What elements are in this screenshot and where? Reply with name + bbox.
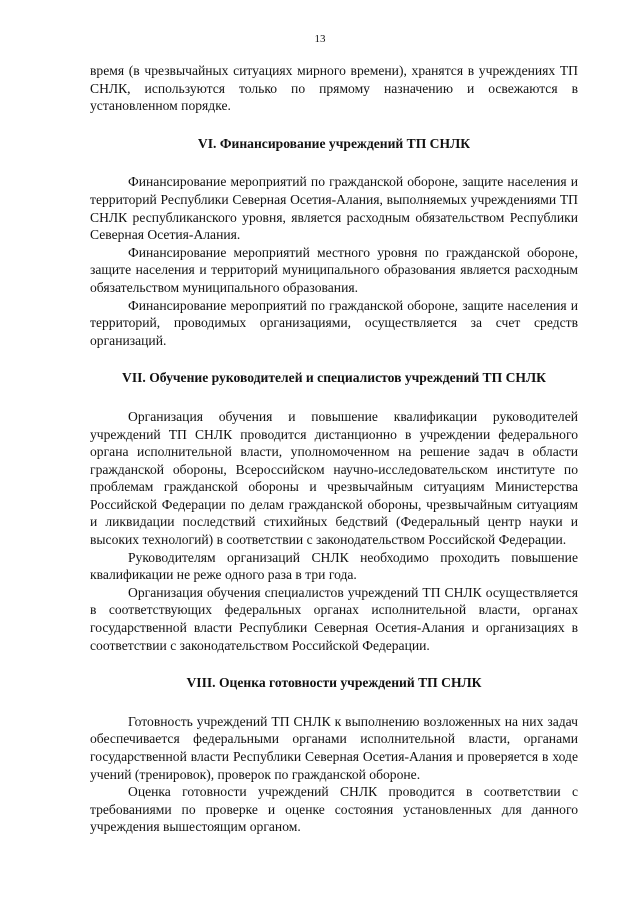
section-vi-paragraph-2: Финансирование мероприятий местного уровня по гражданской обороне, защите населения и территорий муниципального образования является расходным обязательством муниципального образования. — [90, 244, 578, 295]
page-number: 13 — [314, 33, 326, 45]
section-heading-viii: VIII. Оценка готовности учреждений ТП СНЛК — [186, 675, 482, 691]
section-heading-vi: VI. Финансирование учреждений ТП СНЛК — [197, 135, 471, 151]
section-viii-paragraph-1: Готовность учреждений ТП СНЛК к выполнению возложенных на них задач обеспечивается федеральными органами исполнительной власти, органами государственной власти Республики Северная Осетия-Алания и проверяется в ходе учений (тренировок), проверок по гражданской обороне. — [90, 713, 578, 782]
intro-paragraph: время (в чрезвычайных ситуациях мирного времени), хранятся в учреждениях ТП СНЛК, используются только по прямому назначению и освежаются в установленном порядке. — [90, 63, 578, 114]
section-vii-paragraph-2: Руководителям организаций СНЛК необходимо проходить повышение квалификации не реже одного раза в три года. — [90, 549, 578, 583]
section-vii-paragraph-1: Организация обучения и повышение квалификации руководителей учреждений ТП СНЛК проводится дистанционно в учреждении федерального органа исполнительной власти, уполномоченном на решение задач в области гражданской обороны, Всероссийском научно-исследовательском институте по проблемам гражданской обороны и чрезвычайным ситуациям Министерства Российской Федерации по делам гражданской обороны, чрезвычайным ситуациям и ликвидации последствий стихийных бедствий (Федеральный центр науки и высоких технологий) в соответствии с законодательством Российской Федерации. — [90, 408, 578, 548]
section-viii-paragraph-2: Оценка готовности учреждений СНЛК проводится в соответствии с требованиями по проверке и оценке состояния установленных для данного учреждения вышестоящим органом. — [90, 784, 578, 835]
section-heading-vii: VII. Обучение руководителей и специалистов учреждений ТП СНЛК — [122, 370, 546, 386]
document-body — [90, 62, 578, 836]
section-vi-paragraph-1: Финансирование мероприятий по гражданской обороне, защите населения и территорий Республики Северная Осетия-Алания, выполняемых учреждениями ТП СНЛК республиканского уровня, является расходным обязательством Республики Северная Осетия-Алания. — [90, 174, 578, 243]
section-vi-paragraph-3: Финансирование мероприятий по гражданской обороне, защите населения и территорий, проводимых организациями, осуществляется за счет средств организаций. — [90, 297, 578, 348]
section-vii-paragraph-3: Организация обучения специалистов учреждений ТП СНЛК осуществляется в соответствующих федеральных органах исполнительной власти, органах государственной власти Республики Северная Осетия-Алания и организациях в соответствии с законодательством Российской Федерации. — [90, 584, 578, 653]
